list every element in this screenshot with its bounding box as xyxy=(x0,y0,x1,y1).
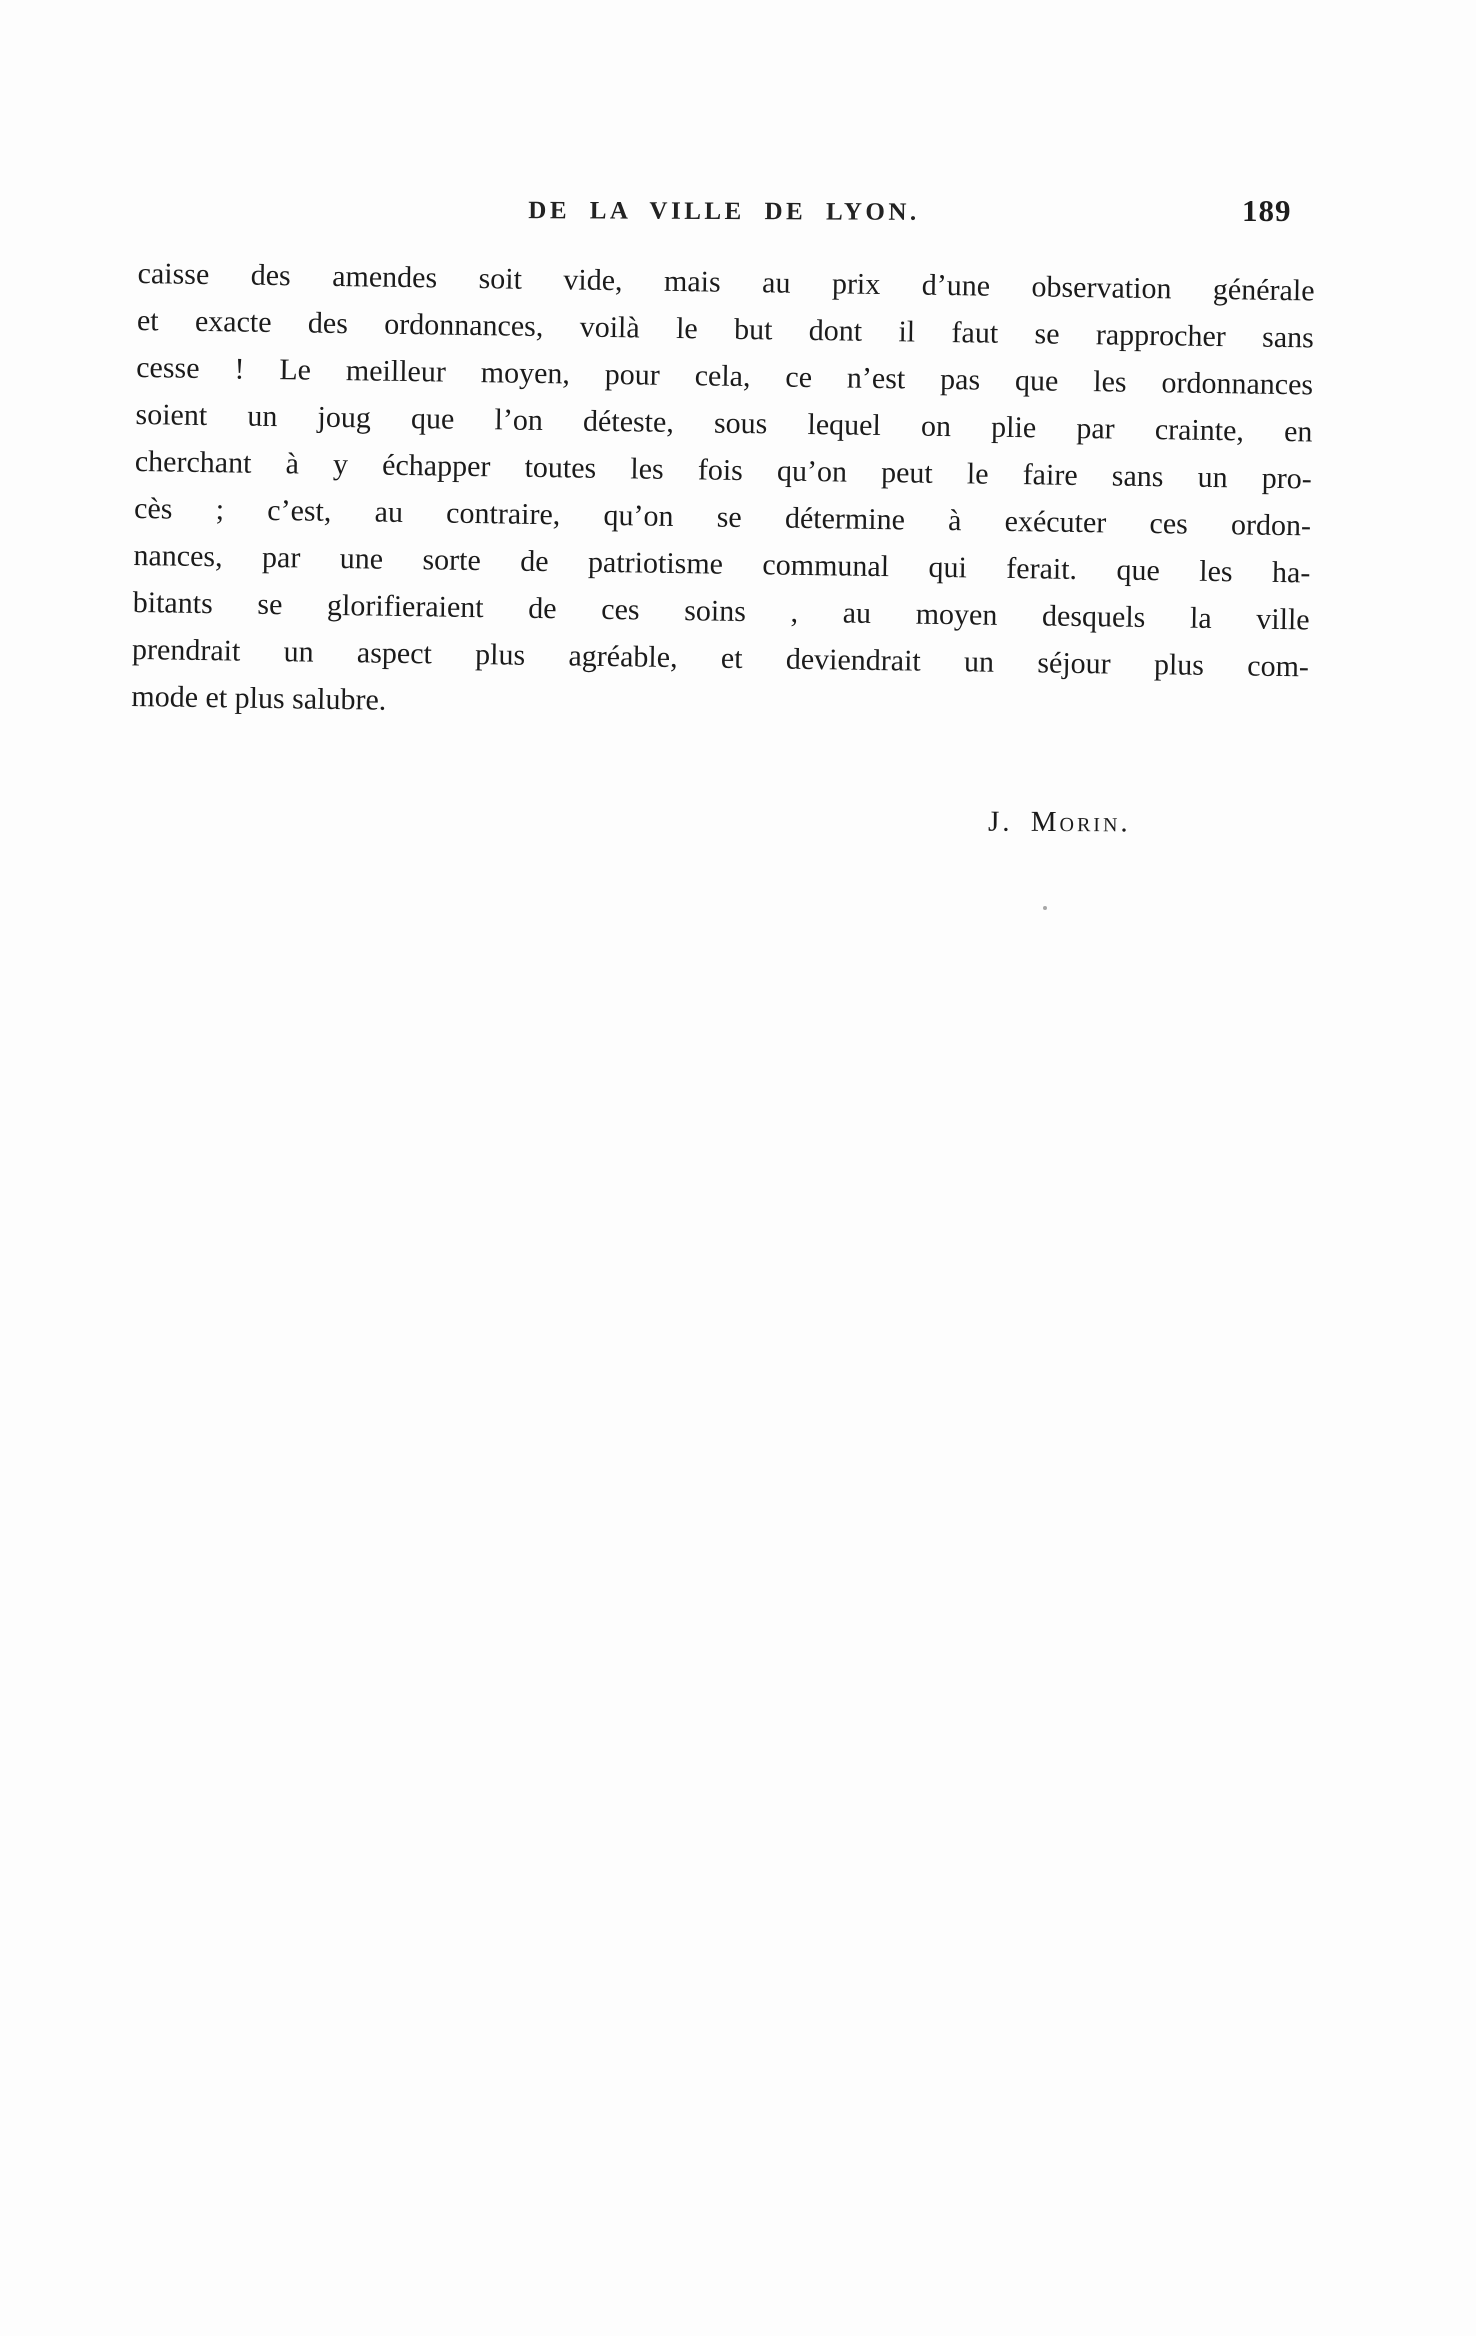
body-text-line: nances, par une sorte de patriotisme communal qui ferait. que les ha- xyxy=(133,538,1311,590)
body-text-line: cès ; c’est, au contraire, qu’on se détermine à exécuter ces ordon- xyxy=(133,491,1312,543)
body-text-line: prendrait un aspect plus agréable, et deviendrait un séjour plus com- xyxy=(131,632,1310,684)
body-text-line: et exacte des ordonnances, voilà le but dont il faut se rapprocher sans xyxy=(136,303,1315,355)
body-text-line: cherchant à y échapper toutes les fois qu’on peut le faire sans un pro- xyxy=(134,444,1312,496)
author-signature: J. Morin. xyxy=(987,805,1131,839)
page-number: 189 xyxy=(1242,193,1292,228)
body-text-line: mode et plus salubre. xyxy=(131,679,387,717)
body-text-line: cesse ! Le meilleur moyen, pour cela, ce n’est pas que les ordonnances xyxy=(136,350,1314,402)
body-text-line: soient un joug que l’on déteste, sous lequel on plie par crainte, en xyxy=(135,397,1313,449)
body-text-line: bitants se glorifieraient de ces soins , au moyen desquels la ville xyxy=(132,585,1310,637)
running-header-title: DE LA VILLE DE LYON. xyxy=(528,197,920,226)
body-paragraph xyxy=(131,250,1315,737)
scan-artifact-dot xyxy=(1043,906,1047,910)
body-text-line: caisse des amendes soit vide, mais au prix d’une observation générale xyxy=(137,256,1315,308)
